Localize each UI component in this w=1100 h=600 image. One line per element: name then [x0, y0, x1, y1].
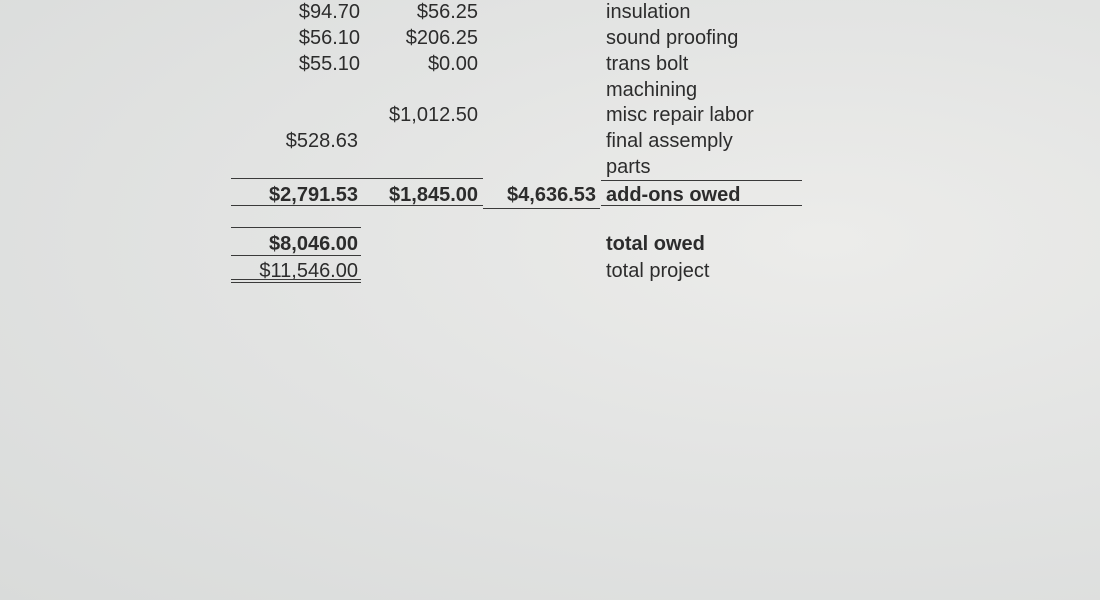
- row-3-label: trans bolt: [606, 53, 689, 75]
- row-6-label: final assemply: [606, 130, 733, 152]
- rule-above-subtotal-right: [601, 180, 802, 181]
- row-1-label: insulation: [606, 1, 691, 23]
- total-project-label: total project: [606, 260, 710, 282]
- subtotal-col2: $1,845.00: [389, 184, 478, 206]
- row-7-label: parts: [606, 156, 651, 178]
- rule-total-project-2: [231, 282, 361, 283]
- rule-below-subtotal-left: [231, 205, 483, 206]
- row-3-col1: $55.10: [298, 53, 360, 75]
- row-3-col2: $0.00: [427, 53, 478, 75]
- row-1-col2: $56.25: [416, 1, 478, 23]
- total-project-amount: $11,546.00: [259, 260, 358, 282]
- rule-total-project-1: [231, 279, 361, 280]
- row-2-col1: $56.10: [298, 27, 360, 49]
- subtotal-label: add-ons owed: [606, 184, 741, 206]
- rule-above-total-owed: [231, 227, 361, 228]
- subtotal-col3: $4,636.53: [507, 184, 596, 206]
- subtotal-col1: $2,791.53: [269, 184, 358, 206]
- row-5-col2: $1,012.50: [389, 104, 478, 126]
- rule-above-subtotal-left: [231, 178, 483, 179]
- row-2-col2: $206.25: [405, 27, 478, 49]
- total-owed-label: total owed: [606, 233, 705, 255]
- rule-below-subtotal-right: [601, 205, 802, 206]
- rule-below-subtotal-mid: [483, 208, 600, 209]
- total-owed-amount: $8,046.00: [269, 233, 358, 255]
- rule-below-total-owed: [231, 255, 361, 256]
- row-6-col1: $528.63: [285, 130, 358, 152]
- row-1-col1: $94.70: [298, 1, 360, 23]
- row-5-label: misc repair labor: [606, 104, 754, 126]
- row-4-label: machining: [606, 79, 698, 101]
- row-2-label: sound proofing: [606, 27, 739, 49]
